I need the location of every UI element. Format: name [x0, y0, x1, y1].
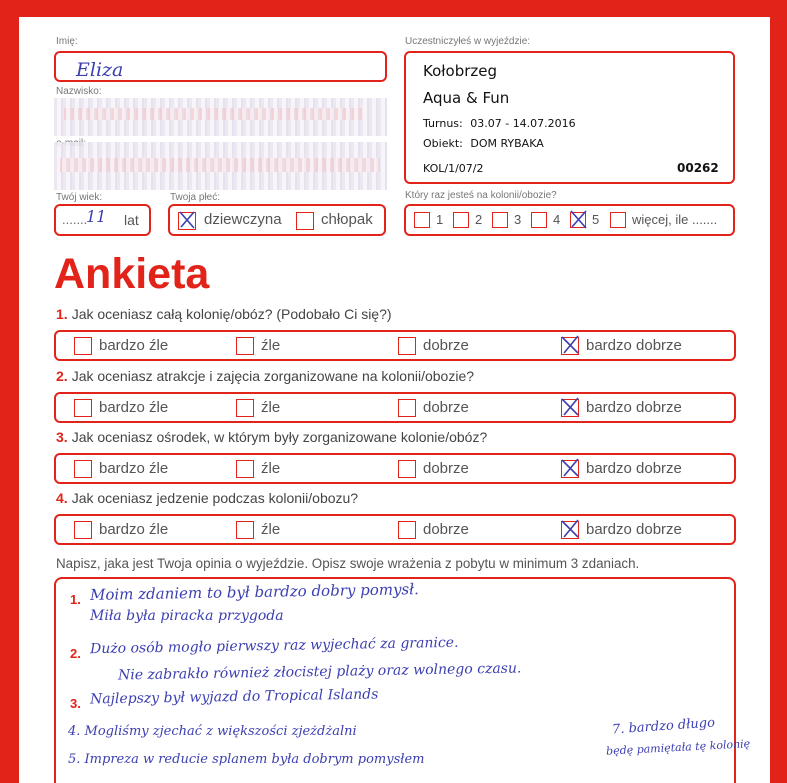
handwriting-line-5: Najlepszy był wyjazd do Tropical Islands [89, 686, 379, 708]
question-number: 1. [56, 306, 68, 322]
plec-label: Twoja płeć: [170, 192, 221, 203]
rating-checkbox-q3-4[interactable] [561, 460, 579, 478]
rating-checkbox-q1-2[interactable] [236, 337, 254, 355]
email-redacted-ink [60, 158, 380, 172]
rating-option-label: dobrze [423, 337, 469, 354]
handwriting-note-7b: będę pamiętała tę kolonię [605, 737, 751, 758]
rating-option-label: bardzo dobrze [586, 399, 682, 416]
stamp-obiekt-value: DOM RYBAKA [470, 137, 544, 150]
plec-option-chlopak: chłopak [321, 211, 373, 228]
wiek-unit: lat [124, 212, 139, 228]
question-text: Jak oceniasz ośrodek, w którym były zorganizowane kolonie/obóz? [71, 429, 488, 445]
uczestniczyles-label: Uczestniczyłeś w wyjeździe: [405, 36, 531, 47]
rating-checkbox-q4-2[interactable] [236, 521, 254, 539]
answer-number-1: 1. [70, 592, 81, 607]
rating-checkbox-q1-3[interactable] [398, 337, 416, 355]
question-4 [56, 490, 358, 506]
handwriting-line-4: Nie zabrakło również złocistej plaży oraz wolnego czasu. [117, 660, 522, 684]
rating-option-label: dobrze [423, 460, 469, 477]
rating-option-label: źle [261, 337, 281, 354]
stamp-city: Kołobrzeg [423, 62, 498, 80]
rating-option-label: bardzo źle [99, 337, 169, 354]
handwriting-note-7: 7. bardzo długo [611, 715, 716, 738]
rating-checkbox-q3-2[interactable] [236, 460, 254, 478]
handwriting-line-1: Moim zdaniem to był bardzo dobry pomysł. [89, 580, 419, 604]
rating-checkbox-q4-4[interactable] [561, 521, 579, 539]
checkmark-x-icon [561, 335, 579, 355]
ktory-raz-label: Który raz jesteś na kolonii/obozie? [405, 190, 557, 201]
question-number: 2. [56, 368, 68, 384]
nazwisko-redacted-ink [64, 108, 364, 120]
stamp-turnus-label: Turnus: [423, 117, 463, 130]
rating-option-label: źle [261, 521, 281, 538]
ktory-raz-option-wiecej: więcej, ile ....... [632, 212, 718, 227]
question-number: 3. [56, 429, 68, 445]
wiek-label: Twój wiek: [56, 192, 103, 203]
plec-checkbox-chlopak[interactable] [296, 212, 314, 230]
rating-checkbox-q4-1[interactable] [74, 521, 92, 539]
stamp-turnus-value: 03.07 - 14.07.2016 [470, 117, 576, 130]
answer-number-2: 2. [70, 646, 81, 661]
rating-option-label: dobrze [423, 521, 469, 538]
checkmark-x-icon [561, 397, 579, 417]
page-title: Ankieta [54, 250, 210, 298]
ktory-raz-option-1: 1 [436, 212, 444, 227]
rating-checkbox-q1-1[interactable] [74, 337, 92, 355]
ktory-raz-option-3: 3 [514, 212, 522, 227]
ktory-raz-checkbox-4[interactable] [531, 212, 547, 228]
rating-checkbox-q3-3[interactable] [398, 460, 416, 478]
rating-option-label: bardzo źle [99, 399, 169, 416]
rating-checkbox-q2-4[interactable] [561, 399, 579, 417]
stamp-program: Aqua & Fun [423, 89, 510, 107]
ktory-raz-option-5: 5 [592, 212, 600, 227]
rating-option-label: źle [261, 460, 281, 477]
checkmark-x-icon [570, 210, 588, 230]
question-2 [56, 368, 474, 384]
plec-checkbox-dziewczyna[interactable] [178, 212, 196, 230]
checkmark-x-icon [561, 458, 579, 478]
handwriting-line-3: Dużo osób mogło pierwszy raz wyjechać za granice. [89, 634, 459, 658]
question-text: Jak oceniasz atrakcje i zajęcia zorganizowane na kolonii/obozie? [71, 368, 475, 384]
wiek-value: 11 [86, 207, 107, 226]
rating-checkbox-q2-3[interactable] [398, 399, 416, 417]
question-1 [56, 306, 392, 322]
red-border-top [0, 0, 787, 17]
imie-value: Eliza [76, 59, 124, 81]
ktory-raz-option-4: 4 [553, 212, 561, 227]
handwriting-line-6: 4. Mogliśmy zjechać z większości zjeżdżalni [68, 724, 357, 739]
red-border-right [770, 0, 787, 783]
rating-checkbox-q1-4[interactable] [561, 337, 579, 355]
rating-option-label: bardzo dobrze [586, 337, 682, 354]
rating-option-label: źle [261, 399, 281, 416]
checkmark-x-icon [561, 519, 579, 539]
plec-option-dziewczyna: dziewczyna [204, 211, 282, 228]
ktory-raz-checkbox-1[interactable] [414, 212, 430, 228]
checkmark-x-icon [178, 210, 196, 230]
rating-checkbox-q3-1[interactable] [74, 460, 92, 478]
stamp-obiekt-label: Obiekt: [423, 137, 463, 150]
rating-option-label: bardzo źle [99, 521, 169, 538]
nazwisko-label: Nazwisko: [56, 86, 102, 97]
rating-checkbox-q4-3[interactable] [398, 521, 416, 539]
ktory-raz-checkbox-wiecej[interactable] [610, 212, 626, 228]
answer-number-3: 3. [70, 696, 81, 711]
handwriting-line-7: 5. Impreza w reducie splanem była dobrym pomysłem [68, 752, 425, 767]
question-text: Jak oceniasz jedzenie podczas kolonii/obozu? [71, 490, 359, 506]
red-border-left [0, 0, 19, 783]
rating-option-label: bardzo dobrze [586, 460, 682, 477]
question-text: Jak oceniasz całą kolonię/obóz? (Podobało Ci się?) [71, 306, 392, 322]
imie-label: Imię: [56, 36, 78, 47]
rating-option-label: dobrze [423, 399, 469, 416]
question-3 [56, 429, 487, 445]
ktory-raz-checkbox-2[interactable] [453, 212, 469, 228]
ktory-raz-option-2: 2 [475, 212, 483, 227]
stamp-number: 00262 [677, 161, 719, 175]
ktory-raz-checkbox-3[interactable] [492, 212, 508, 228]
ktory-raz-checkbox-5[interactable] [570, 212, 586, 228]
rating-checkbox-q2-1[interactable] [74, 399, 92, 417]
rating-option-label: bardzo źle [99, 460, 169, 477]
handwriting-line-2: Miła była piracka przygoda [90, 608, 284, 624]
rating-option-label: bardzo dobrze [586, 521, 682, 538]
survey-sheet: Imię: Eliza Nazwisko: Twój wiek: ....... 11 lat Twoja płeć: dziewczyna chłopak Uczestniczyłeś w wyjeździe: Kołobrzeg Aqua & Fun Turnus: 03.07 - 14.07.2016 Obiekt: DOM RYBAKA KOL/1/07/2 00262 Który raz jesteś na kolonii/obozie? 1 2 3 4 5 więcej, ile ....... Ankieta 1. Jak oceniasz całą kolonię/obóz? (Podobało Ci się?) bardzo źle źle dobrze bardzo dobrze 2. Jak oceniasz atrakcje i zajęcia zorganizowane na kolonii/obozie? bardzo źle źle dobrze bardzo dobrze 3. Jak oceniasz ośrodek, w którym były zorganizowane kolonie/obóz? bardzo źle źle dobrze bardzo dobrze 4. Jak oceniasz jedzenie podczas kolonii/obozu? bardzo źle źle dobrze bardzo dobrze Napisz, jaka jest Twoja opinia o wyjeździe. Opisz swoje wrażenia z pobytu w minimum 3 zdaniach. 1. 2. 3. Moim zdaniem to był bardzo dobry pomysł. Miła była piracka przygoda Dużo osób mogło pierwszy raz wyjechać za granice. Nie zabrakło również złocistej plaży oraz wolnego czasu. Najlepszy był wyjazd do Tropical Islands 4. Mogliśmy zjechać z większości zjeżdżalni 5. Impreza w reducie splanem była dobrym pomysłem 7. bardzo długo będę pamiętała tę kolonię [0, 0, 787, 783]
question-number: 4. [56, 490, 68, 506]
opinion-instruction: Napisz, jaka jest Twoja opinia o wyjeździe. Opisz swoje wrażenia z pobytu w minimum 3 zdaniach. [56, 556, 640, 571]
rating-checkbox-q2-2[interactable] [236, 399, 254, 417]
stamp-code: KOL/1/07/2 [423, 162, 484, 175]
